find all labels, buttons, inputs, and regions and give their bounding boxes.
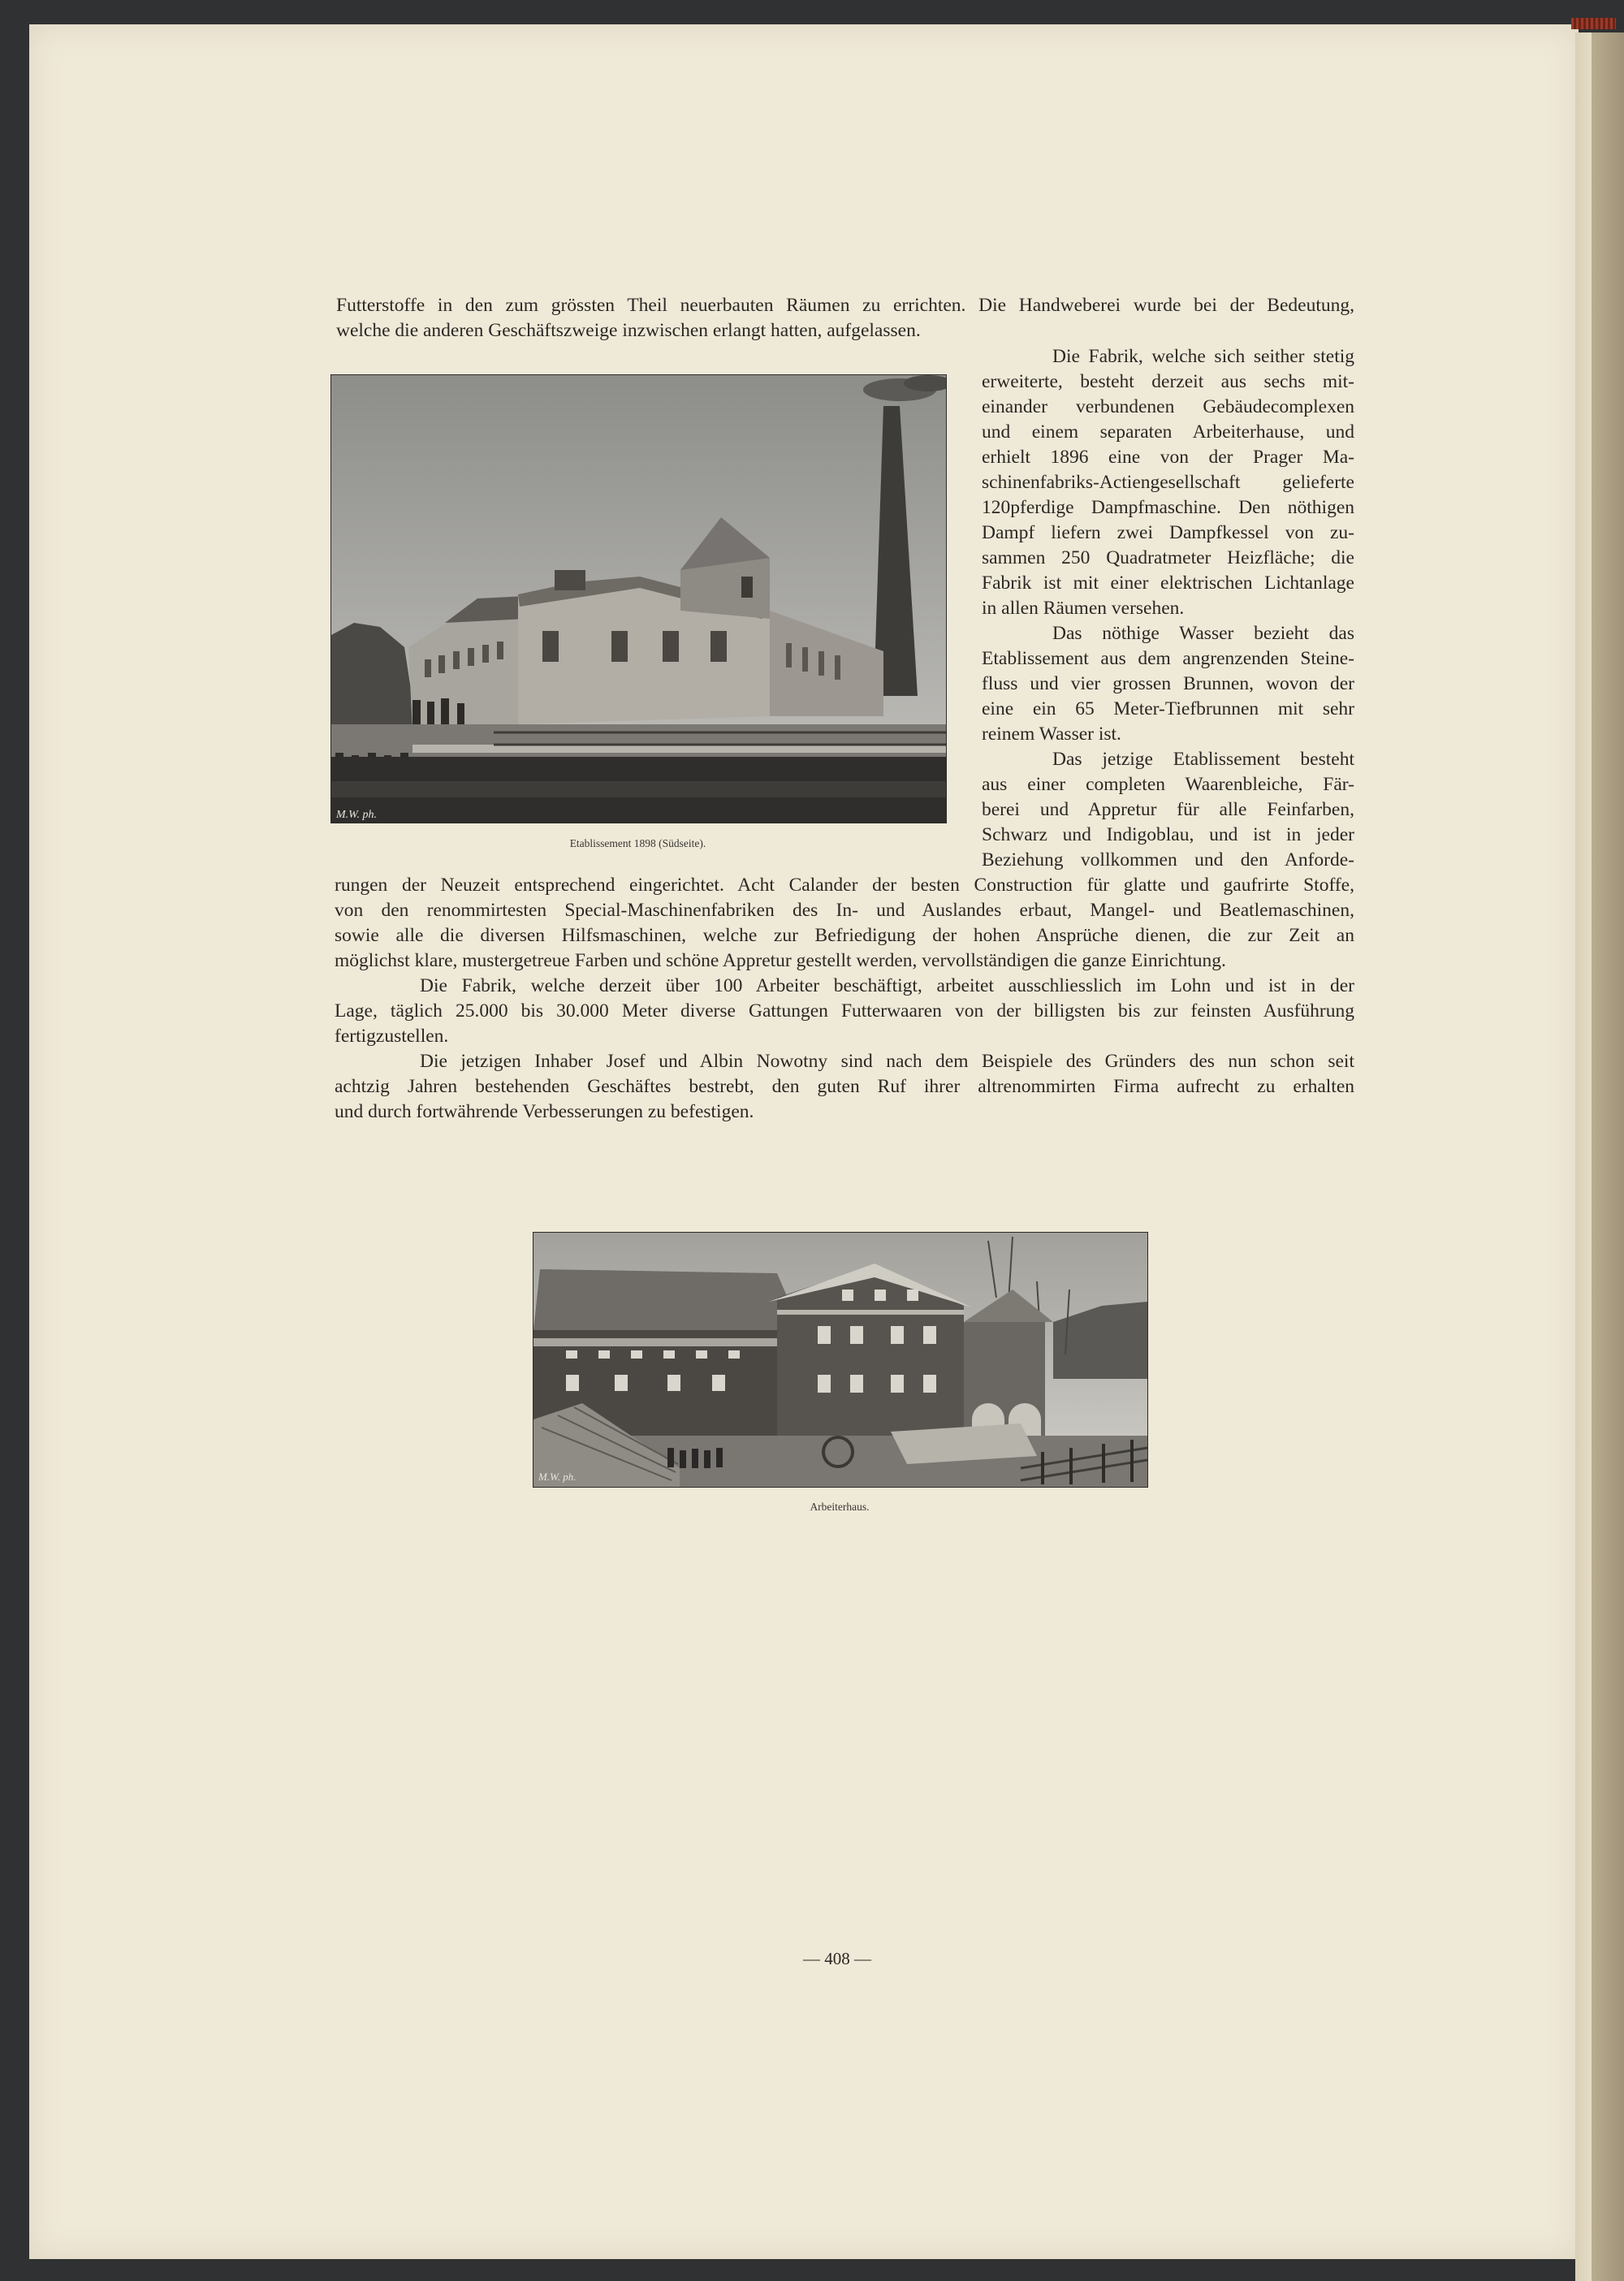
factory-photo	[330, 374, 947, 823]
text-line: Das jetzige Etablissement besteht	[1052, 749, 1354, 770]
text-line: in allen Räumen versehen.	[982, 598, 1185, 619]
text-line: einander verbundenen Gebäudecomplexen	[982, 396, 1354, 417]
text-line: möglichst klare, mustergetreue Farben und schöne Appretur gestellt werden, vervollständigen die ganze Einrichtung.	[335, 950, 1226, 971]
text-line: Die Fabrik, welche derzeit über 100 Arbeiter beschäftigt, arbeitet ausschliesslich im Lohn und ist in der	[420, 975, 1354, 996]
page-number: — 408 —	[803, 1949, 871, 1968]
photo-mark: M.W. ph.	[336, 809, 378, 821]
text-line: Beziehung vollkommen und den Anforde-	[982, 849, 1354, 870]
text-line: Dampf liefern zwei Dampfkessel von zu-	[982, 522, 1354, 543]
photo-mark: M.W. ph.	[538, 1471, 577, 1483]
text-line: und durch fortwährende Verbesserungen zu befestigen.	[335, 1101, 754, 1122]
text-line: sammen 250 Quadratmeter Heizfläche; die	[982, 547, 1354, 568]
text-line: aus einer completen Waarenbleiche, Fär-	[982, 774, 1354, 795]
text-line: fluss und vier grossen Brunnen, wovon der	[982, 673, 1354, 694]
text-line: erweiterte, besteht derzeit aus sechs mit-	[982, 371, 1354, 392]
text-line: Futterstoffe in den zum grössten Theil neuerbauten Räumen zu errichten. Die Handweberei wurde bei der Bedeutung,	[336, 295, 1354, 316]
text-line: berei und Appretur für alle Feinfarben,	[982, 799, 1354, 820]
text-line: und einem separaten Arbeiterhause, und	[982, 421, 1354, 443]
text-line: achtzig Jahren bestehenden Geschäftes bestrebt, den guten Ruf ihrer altrenommirten Firma aufrecht zu erhalten	[335, 1076, 1354, 1097]
text-line: Das nöthige Wasser bezieht das	[1052, 623, 1354, 644]
workers-house-photo	[533, 1232, 1148, 1488]
text-line: 120pferdige Dampfmaschine. Den nöthigen	[982, 497, 1354, 518]
text-line: Schwarz und Indigoblau, und ist in jeder	[982, 824, 1354, 845]
text-line: rungen der Neuzeit entsprechend eingerichtet. Acht Calander der besten Construction für glatte und gaufrirte Stoffe,	[335, 875, 1354, 896]
next-page-edge	[1575, 32, 1624, 2281]
text-line: von den renommirtesten Special-Maschinenfabriken des In- und Auslandes erbaut, Mangel- und Beatlemaschinen,	[335, 900, 1354, 921]
text-line: eine ein 65 Meter-Tiefbrunnen mit sehr	[982, 698, 1354, 719]
photo-caption: Arbeiterhaus.	[810, 1501, 870, 1513]
text-line: schinenfabriks-Actiengesellschaft gelieferte	[982, 472, 1354, 493]
text-line: sowie alle die diversen Hilfsmaschinen, welche zur Befriedigung der hohen Ansprüche dienen, die zur Zeit an	[335, 925, 1354, 946]
text-line: Etablissement aus dem angrenzenden Steine-	[982, 648, 1354, 669]
photo-caption: Etablissement 1898 (Südseite).	[569, 837, 706, 849]
text-line: Lage, täglich 25.000 bis 30.000 Meter diverse Gattungen Futterwaaren von der billigsten bis zur feinsten Ausführung	[335, 1000, 1354, 1022]
text-line: reinem Wasser ist.	[982, 724, 1121, 745]
text-line: Fabrik ist mit einer elektrischen Lichtanlage	[982, 572, 1354, 594]
text-line: erhielt 1896 eine von der Prager Ma-	[982, 447, 1354, 468]
text-line: fertigzustellen.	[335, 1026, 449, 1047]
text-line: Die jetzigen Inhaber Josef und Albin Nowotny sind nach dem Beispiele des Gründers des nun schon seit	[420, 1051, 1354, 1072]
text-line: Die Fabrik, welche sich seither stetig	[1052, 346, 1354, 367]
text-line: welche die anderen Geschäftszweige inzwischen erlangt hatten, aufgelassen.	[336, 320, 921, 341]
binding-corner	[1571, 18, 1616, 29]
